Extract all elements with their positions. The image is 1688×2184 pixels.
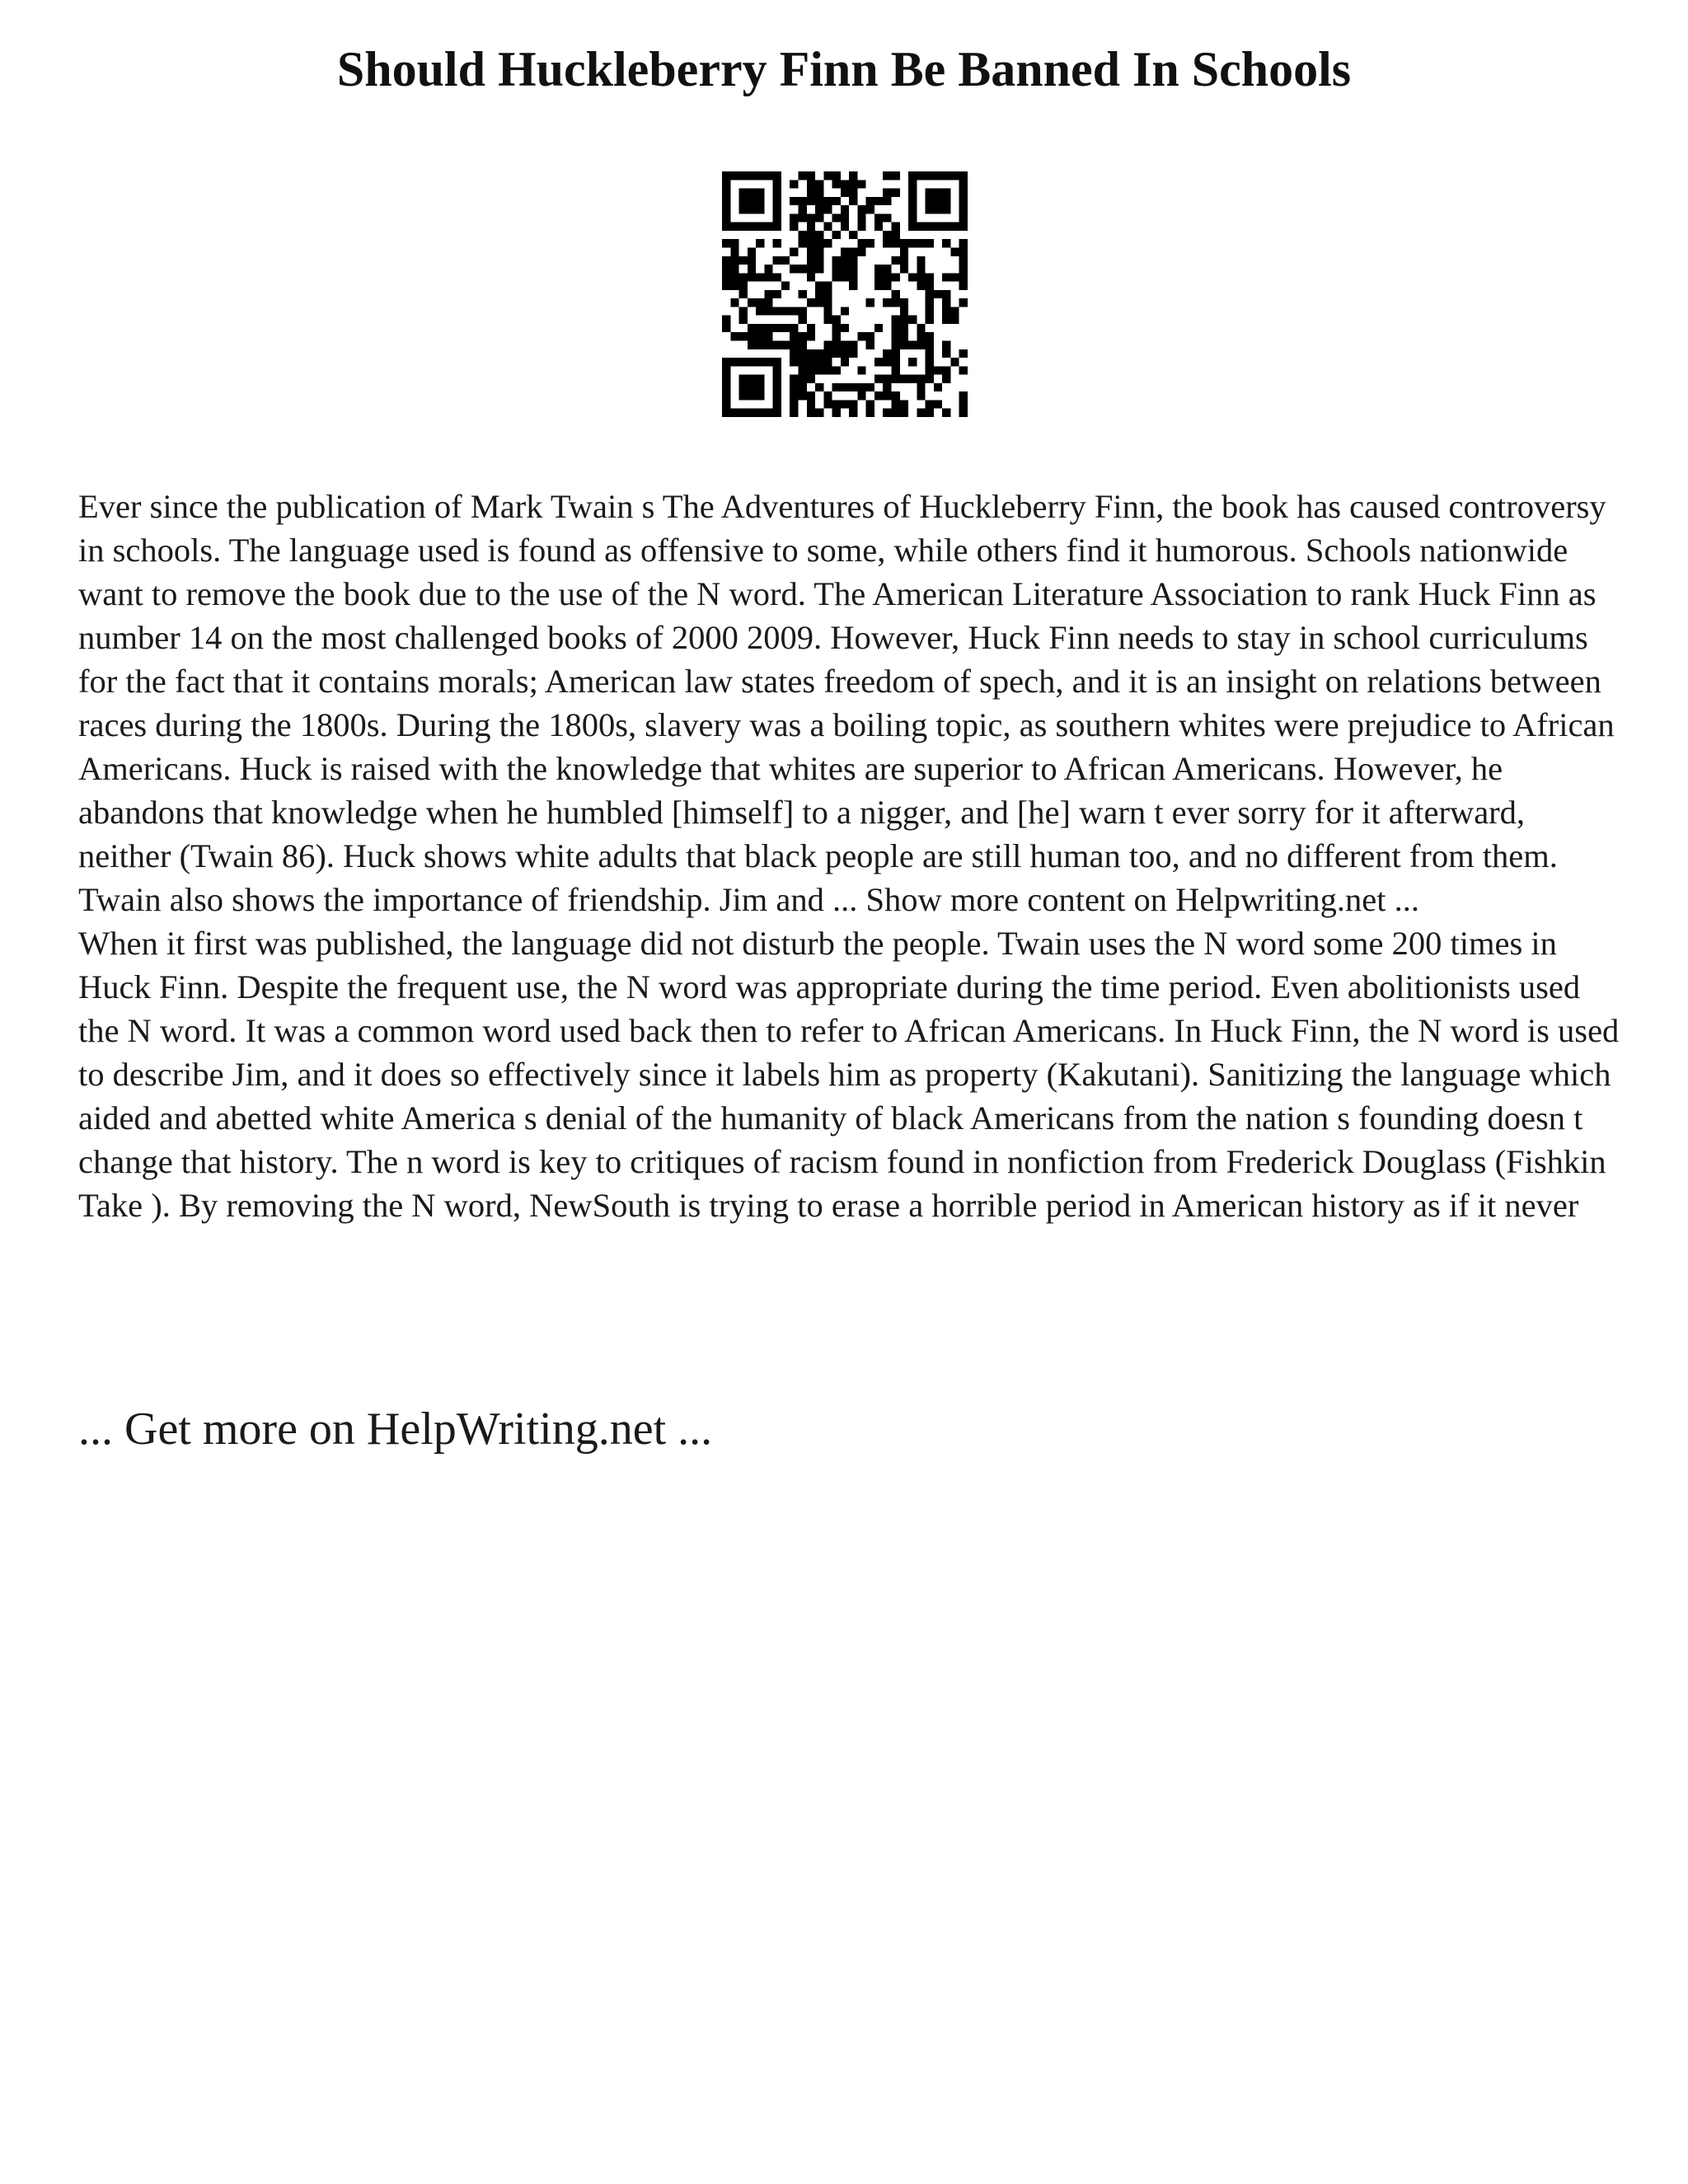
article-body bbox=[78, 485, 1620, 1227]
qr-code-icon bbox=[722, 171, 968, 417]
page-title: Should Huckleberry Finn Be Banned In Schools bbox=[336, 42, 1352, 96]
paragraph-1: Ever since the publication of Mark Twain s The Adventures of Huckleberry Finn, the book has caused controversy in schools. The language used is found as offensive to some, while others find it humorous. Schools nationwide want to remove the book due to the use of the N word. The American Literature Association to rank Huck Finn as number 14 on the most challenged books of 2000 2009. However, Huck Finn needs to stay in school curriculums for the fact that it contains morals; American law states freedom of spech, and it is an insight on relations between races during the 1800s. During the 1800s, slavery was a boiling topic, as southern whites were prejudice to African Americans. Huck is raised with the knowledge that whites are superior to African Americans. However, he abandons that knowledge when he humbled [himself] to a nigger, and [he] warn t ever sorry for it afterward, neither (Twain 86). Huck shows white adults that black people are still human too, and no different from them. Twain also shows the importance of friendship. Jim and ... Show more content on Helpwriting.net ... bbox=[78, 488, 1615, 918]
paragraph-2: When it first was published, the language did not disturb the people. Twain uses the N word some 200 times in Huck Finn. Despite the frequent use, the N word was appropriate during the time period. Even abolitionists used the N word. It was a common word used back then to refer to African Americans. In Huck Finn, the N word is used to describe Jim, and it does so effectively since it labels him as property (Kakutani). Sanitizing the language which aided and abetted white America s denial of the humanity of black Americans from the nation s founding doesn t change that history. The n word is key to critiques of racism found in nonfiction from Frederick Douglass (Fishkin Take ). By removing the N word, NewSouth is trying to erase a horrible period in American history as if it never bbox=[78, 925, 1620, 1224]
get-more-link[interactable]: ... Get more on HelpWriting.net ... bbox=[78, 1404, 713, 1455]
